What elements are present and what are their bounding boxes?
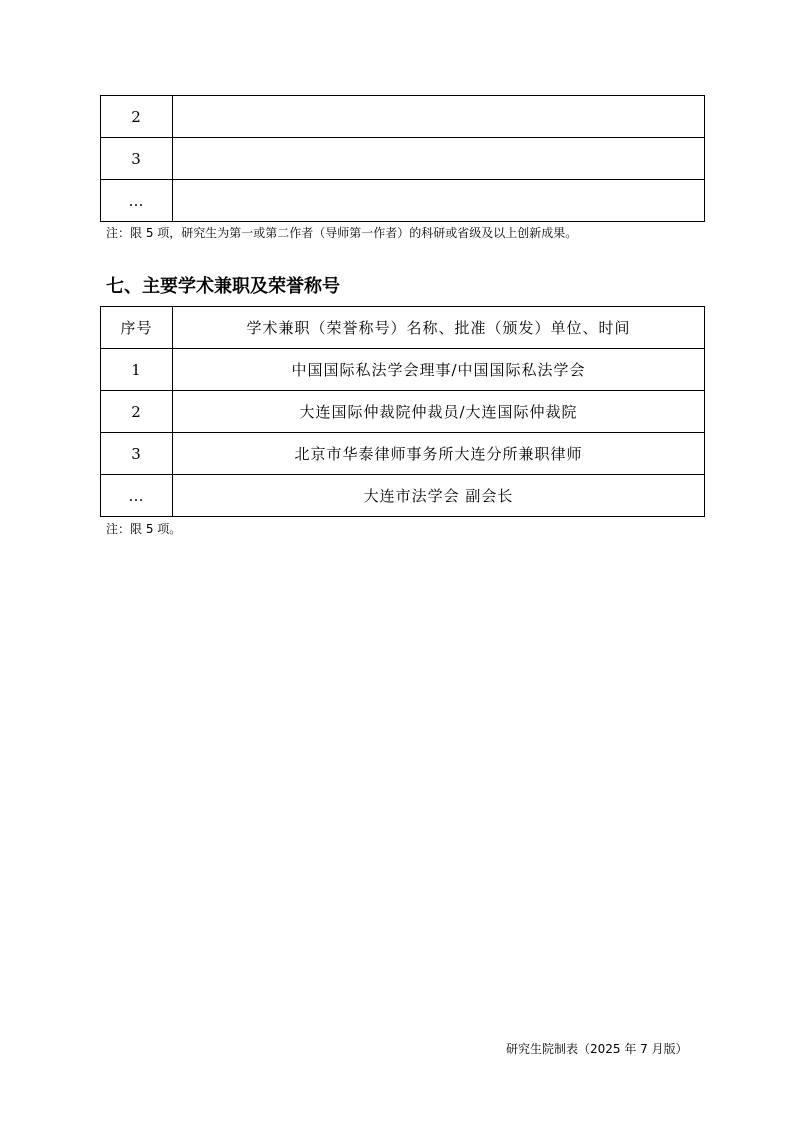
table-row — [101, 475, 705, 517]
row-index-cell: 3 — [101, 433, 173, 475]
table-row — [101, 180, 705, 222]
row-index-cell: 2 — [101, 391, 173, 433]
row-index-cell: 1 — [101, 349, 173, 391]
header-content-cell: 学术兼职（荣誉称号）名称、批准（颁发）单位、时间 — [173, 307, 705, 349]
row-content-cell[interactable] — [173, 96, 705, 138]
research-results-table — [100, 95, 705, 222]
row-content-cell[interactable] — [173, 180, 705, 222]
table-row — [101, 138, 705, 180]
academic-positions-note: 注：限 5 项。 — [106, 522, 182, 536]
row-content-cell[interactable]: 大连市法学会 副会长 — [173, 475, 705, 517]
academic-positions-table — [100, 306, 705, 517]
section-title-academic-positions: 七、主要学术兼职及荣誉称号 — [106, 276, 340, 297]
row-index-cell: 3 — [101, 138, 173, 180]
row-content-cell[interactable]: 中国国际私法学会理事/中国国际私法学会 — [173, 349, 705, 391]
table-row — [101, 349, 705, 391]
table-row — [101, 391, 705, 433]
form-footer: 研究生院制表（2025 年 7 月版） — [506, 1042, 688, 1056]
research-results-note: 注：限 5 项，研究生为第一或第二作者（导师第一作者）的科研或省级及以上创新成果。 — [106, 226, 578, 240]
table-row — [101, 96, 705, 138]
row-index-cell: … — [101, 180, 173, 222]
table-row — [101, 433, 705, 475]
table-header-row — [101, 307, 705, 349]
row-index-cell: … — [101, 475, 173, 517]
row-content-cell[interactable]: 大连国际仲裁院仲裁员/大连国际仲裁院 — [173, 391, 705, 433]
row-content-cell[interactable] — [173, 138, 705, 180]
row-content-cell[interactable]: 北京市华泰律师事务所大连分所兼职律师 — [173, 433, 705, 475]
header-index-cell: 序号 — [101, 307, 173, 349]
row-index-cell: 2 — [101, 96, 173, 138]
